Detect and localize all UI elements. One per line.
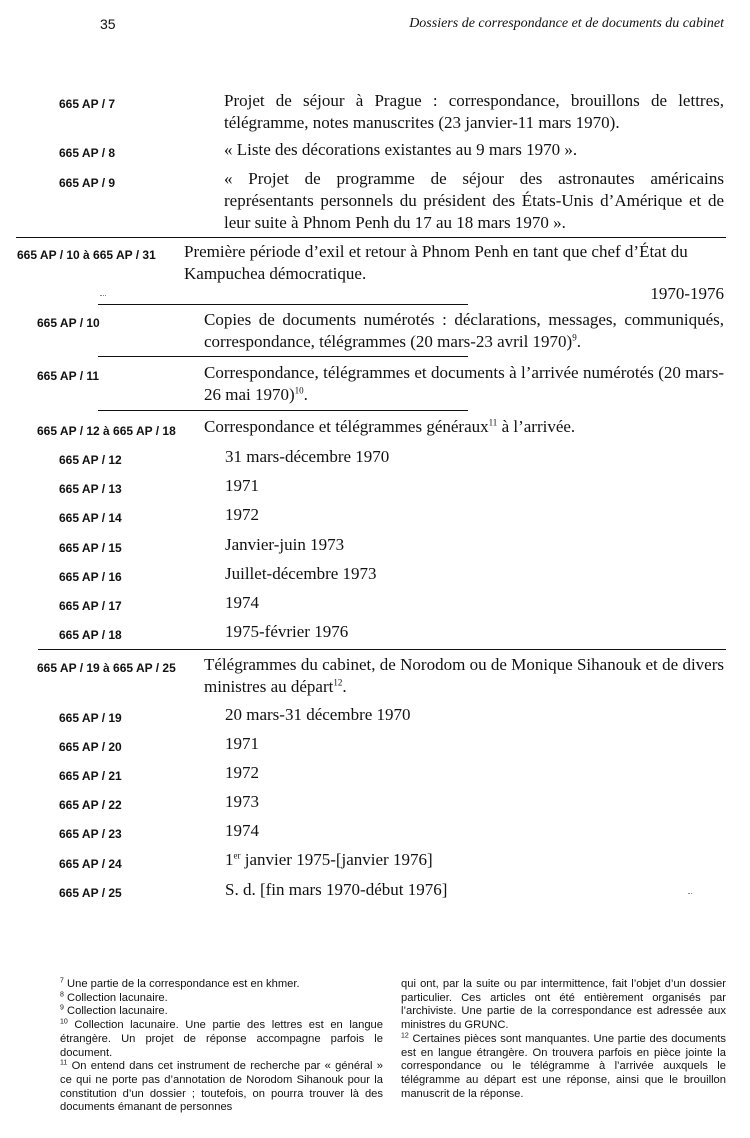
running-title: Dossiers de correspondance et de documents du cabinet xyxy=(409,16,724,31)
item-code: 665 AP / 21 xyxy=(59,769,122,783)
group-rule xyxy=(98,410,468,411)
entry-code: 665 AP / 10 xyxy=(37,316,100,330)
entry-text: « Projet de programme de séjour des astronautes américains représentants personnels du président des États-Unis d’Amérique et de leur suite à Phnom Penh du 17 au 18 mars 1970 ». xyxy=(224,169,724,232)
item-text: 1971 xyxy=(225,476,259,495)
group-rule xyxy=(38,649,726,650)
section-rule xyxy=(16,237,726,238)
item-text: 1974 xyxy=(225,593,259,612)
item-code: 665 AP / 19 xyxy=(59,711,122,725)
item-code: 665 AP / 22 xyxy=(59,798,122,812)
group-title: Correspondance et télégrammes généraux$^{11}$ à l’arrivée. xyxy=(204,417,576,436)
entry-code: 665 AP / 9 xyxy=(59,176,116,190)
entry-text: « Liste des décorations existantes au 9 mars 1970 ». xyxy=(224,140,578,159)
item-text: 31 mars-décembre 1970 xyxy=(225,447,390,466)
item-text: 1973 xyxy=(225,792,259,811)
entry-code: 665 AP / 8 xyxy=(59,146,116,160)
footnote-ref: 12 xyxy=(333,677,343,688)
entry-code: 665 AP / 11 xyxy=(37,369,100,383)
item-text: Janvier-juin 1973 xyxy=(225,535,345,554)
entry-rule xyxy=(98,356,468,357)
item-text: S. d. [fin mars 1970-début 1976] xyxy=(225,880,448,899)
entry-code: 665 AP / 7 xyxy=(59,97,116,111)
entry-rule xyxy=(98,304,468,305)
footnote-ref: 10 xyxy=(294,385,304,396)
item-code: 665 AP / 17 xyxy=(59,599,122,613)
entry-text: Copies de documents numérotés : déclarations, messages, communiqués, correspondance, télégrammes (20 mars-23 avril 1970)$^9$. xyxy=(204,310,724,351)
item-text: 1975-février 1976 xyxy=(225,622,349,641)
item-code: 665 AP / 15 xyxy=(59,541,122,555)
item-text: 1972 xyxy=(225,505,259,524)
item-code: 665 AP / 12 xyxy=(59,453,122,467)
item-code: 665 AP / 20 xyxy=(59,740,122,754)
page-number: 35 xyxy=(100,16,116,32)
entry-text: Correspondance, télégrammes et documents à l’arrivée numérotés (20 mars-26 mai 1970)$^{10}$. xyxy=(204,363,724,404)
item-code: 665 AP / 18 xyxy=(59,628,122,642)
footnotes-right xyxy=(401,978,726,1101)
item-code: 665 AP / 14 xyxy=(59,511,122,525)
item-text: 1972 xyxy=(225,763,259,782)
item-code: 665 AP / 25 xyxy=(59,886,122,900)
item-code: 665 AP / 13 xyxy=(59,482,122,496)
footnote-9: $^9$ Collection lacunaire. xyxy=(60,1004,168,1018)
section-dates: 1970-1976 xyxy=(650,284,724,303)
footnote-11: $^{11}$ On entend dans cet instrument de recherche par « général » ce qui ne porte pas d’annotation de Norodom Sihanouk pour la constitution d’un dossier ; toutefois, on pourra trouver là des documents émanant de personnes xyxy=(60,1059,384,1114)
section-title: Première période d’exil et retour à Phnom Penh en tant que chef d’État du Kampuchea démocratique. xyxy=(184,242,688,283)
section-code: 665 AP / 10 à 665 AP / 31 xyxy=(17,248,156,262)
item-text: 1971 xyxy=(225,734,259,753)
item-text: 1974 xyxy=(225,821,259,840)
footnotes-left xyxy=(60,978,383,1115)
footnote-ref: 9 xyxy=(572,332,577,343)
item-code: 665 AP / 24 xyxy=(59,857,122,871)
footnote-8: $^8$ Collection lacunaire. xyxy=(60,990,168,1004)
item-text: 20 mars-31 décembre 1970 xyxy=(225,705,411,724)
dotted-mark xyxy=(688,893,692,894)
footnote-11-continued: qui ont, par la suite ou par intermittence, fait l’objet d’un dossier particulier. Ces articles ont été entièrement organisés par l’archiviste. Une partie de la correspondance est adressée aux ministres du GRUNC. xyxy=(401,978,726,1032)
footnote-ref: 11 xyxy=(488,417,498,428)
item-text: 1er janvier 1975-[janvier 1976] xyxy=(225,850,433,869)
group-code: 665 AP / 12 à 665 AP / 18 xyxy=(37,424,176,438)
footnote-7: $^7$ Une partie de la correspondance est en khmer. xyxy=(60,977,300,990)
footnote-12: $^{12}$ Certaines pièces sont manquantes. Une partie des documents est en langue étrangère. On trouvera parfois en pièce jointe la correspondance ou le télégramme à l’arrivée auxquels le télégramme au départ est une réponse, ainsi que le brouillon manuscrit de la réponse. xyxy=(401,1032,727,1100)
footnote-10: $^{10}$ Collection lacunaire. Une partie des lettres est en langue étrangère. Un projet de réponse accompagne parfois le document. xyxy=(60,1018,383,1059)
group-title: Télégrammes du cabinet, de Norodom ou de Monique Sihanouk et de divers ministres au départ$^{12}$. xyxy=(204,655,724,696)
dotted-mark xyxy=(100,295,106,296)
item-code: 665 AP / 23 xyxy=(59,827,122,841)
item-code: 665 AP / 16 xyxy=(59,570,122,584)
group-code: 665 AP / 19 à 665 AP / 25 xyxy=(37,661,176,675)
item-text: Juillet-décembre 1973 xyxy=(225,564,377,583)
entry-text: Projet de séjour à Prague : correspondance, brouillons de lettres, télégramme, notes manuscrites (23 janvier-11 mars 1970). xyxy=(224,91,724,132)
